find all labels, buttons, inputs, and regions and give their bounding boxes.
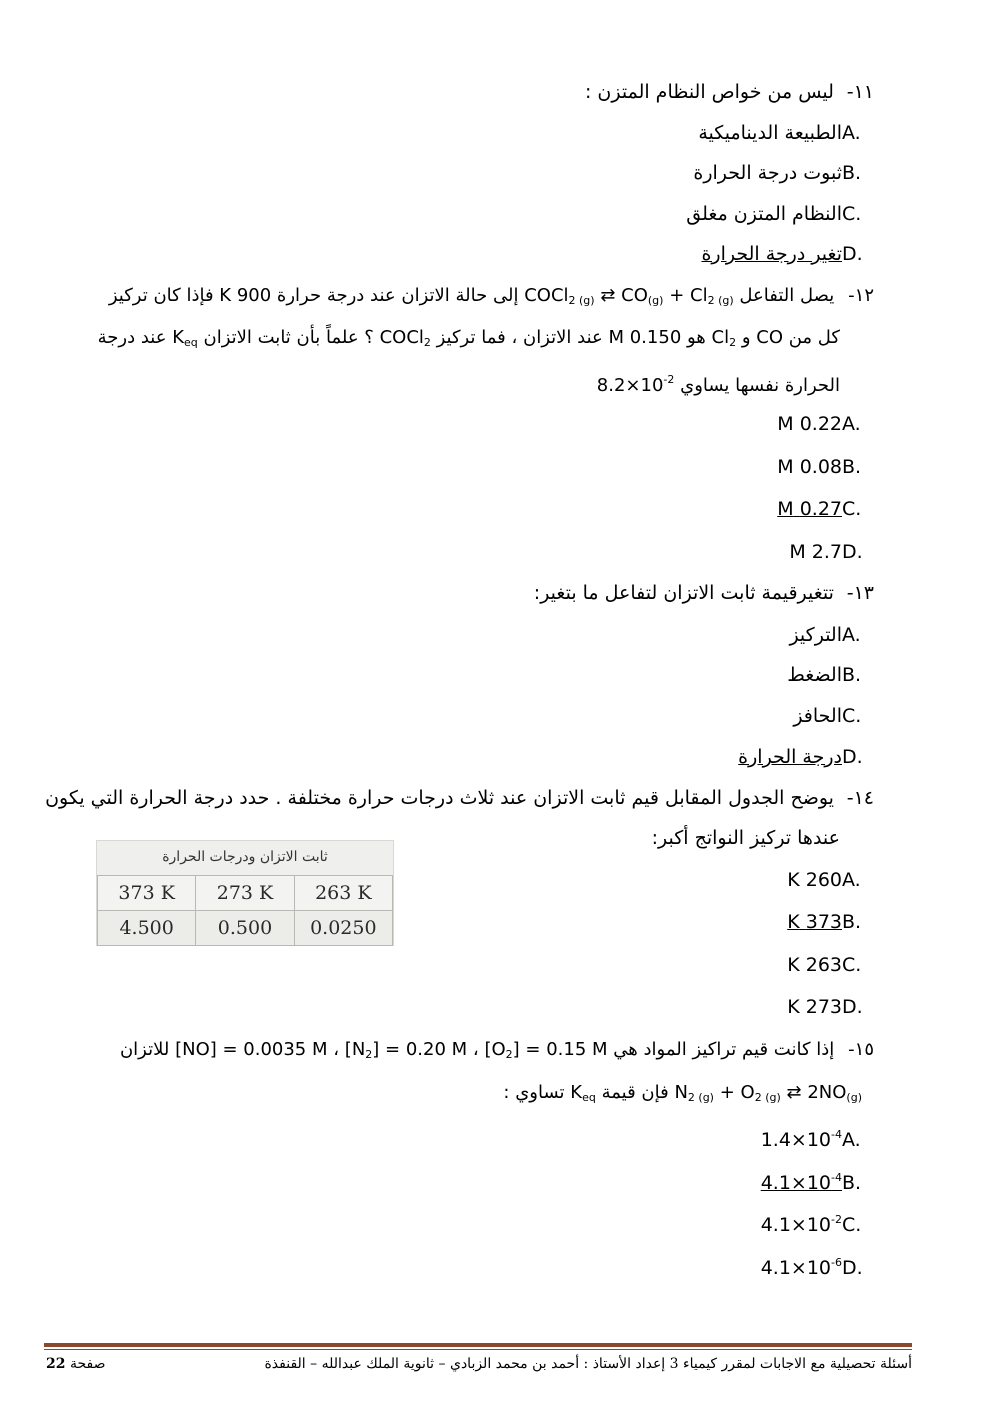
table-caption: ثابت الاتزان ودرجات الحرارة — [162, 849, 328, 865]
option-letter: A. — [842, 624, 861, 646]
formula-value: ] = 0.15 M — [512, 1039, 608, 1060]
plus: + — [669, 285, 685, 306]
concentration-o2 — [484, 1037, 607, 1068]
option-text-correct: 0.27 M — [777, 498, 842, 520]
option-13-a — [574, 622, 874, 648]
option-15-a — [574, 1122, 874, 1153]
formula: 2NO — [807, 1082, 847, 1103]
value-exp: -2 — [663, 373, 675, 386]
question-text: ليس من خواص النظام المتزن : — [584, 81, 834, 103]
formula-main: [O — [484, 1039, 506, 1060]
option-letter: A. — [842, 122, 861, 144]
equilibrium-constants-table — [96, 840, 394, 946]
option-letter: C. — [842, 1214, 862, 1236]
table-header-cell: 373 K — [98, 876, 196, 911]
option-text-correct: درجة الحرارة — [738, 746, 842, 768]
option-letter: B. — [842, 664, 862, 686]
option-text-correct: تغير درجة الحرارة — [701, 243, 842, 265]
option-13-b — [574, 662, 874, 688]
reaction-equation — [524, 283, 733, 314]
formula-sub: (g) — [647, 294, 664, 307]
value-exp: -4 — [831, 1128, 842, 1141]
option-13-d — [574, 744, 874, 770]
value-exp: -4 — [831, 1171, 842, 1184]
option-text — [761, 1207, 842, 1238]
option-14-a — [574, 867, 874, 893]
option-text: الحافز — [793, 705, 842, 727]
option-text: التركيز — [789, 624, 842, 646]
value-base: 4.1×10 — [760, 1257, 832, 1279]
option-text — [761, 1122, 842, 1153]
footer-rule-thick — [44, 1343, 912, 1347]
value-base: 4.1×10 — [760, 1172, 832, 1194]
formula-sub: 2 — [365, 1048, 373, 1061]
question-12-line-3 — [60, 367, 840, 399]
question-text: تساوي : — [503, 1082, 565, 1103]
formula — [570, 1080, 596, 1111]
value-base: 1.4×10 — [760, 1129, 832, 1151]
question-text: هو 0.150 M عند الاتزان ، فما تركيز — [436, 327, 706, 348]
option-letter: D. — [842, 746, 863, 768]
formula-sub: 2 (g) — [707, 294, 734, 307]
option-letter: D. — [842, 243, 863, 265]
formula-main: Cl — [711, 327, 730, 348]
question-text: إلى حالة الاتزان عند درجة حرارة 900 K فإذا كان تركيز — [108, 285, 519, 306]
question-text: ؟ علماً بأن ثابت الاتزان — [203, 327, 374, 348]
question-text: الحرارة نفسها يساوي — [680, 375, 840, 396]
option-letter: B. — [842, 162, 862, 184]
footer-text: أسئلة تحصيلية مع الاجابات لمقرر كيمياء 3 إعداد الأستاذ : أحمد بن محمد الزبادي – ثانوية الملك عبدالله – القنفذة — [264, 1356, 912, 1372]
option-12-a — [574, 411, 874, 437]
formula-sub: 2 — [423, 336, 431, 349]
option-11-c — [574, 201, 874, 227]
formula-main: K — [570, 1082, 583, 1103]
question-15-line-2 — [60, 1080, 862, 1111]
question-text: فإن قيمة — [601, 1082, 669, 1103]
option-text: 273 K — [787, 996, 842, 1018]
question-12 — [60, 283, 874, 314]
option-text-correct: 373 K — [787, 911, 842, 933]
concentration-no: [NO] = 0.0035 M — [175, 1039, 328, 1060]
option-letter: A. — [842, 869, 861, 891]
option-text: الطبيعة الديناميكية — [698, 122, 842, 144]
value-base: 8.2×10 — [596, 375, 664, 396]
option-text: النظام المتزن مغلق — [686, 203, 842, 225]
option-14-b — [574, 909, 874, 935]
formula — [712, 325, 737, 356]
question-text: يوضح الجدول المقابل قيم ثابت الاتزان عند ثلاث درجات حرارة مختلفة . حدد درجة الحرارة التي يكون — [45, 787, 834, 809]
question-text: يصل التفاعل — [739, 285, 835, 306]
page-label: صفحة — [69, 1356, 106, 1372]
option-letter: B. — [842, 1172, 862, 1194]
option-letter: A. — [842, 1129, 861, 1151]
option-text: 263 K — [787, 954, 842, 976]
value-exp: -2 — [831, 1213, 842, 1226]
page-number-value: 22 — [46, 1356, 66, 1372]
table-cell: 0.0250 — [294, 911, 392, 946]
formula: O — [740, 1082, 755, 1103]
option-15-b — [574, 1165, 874, 1196]
question-text: تتغيرقيمة ثابت الاتزان لتفاعل ما بتغير: — [533, 582, 834, 604]
question-text: عندها تركيز النواتج أكبر: — [651, 827, 840, 849]
option-text: 0.22 M — [777, 413, 842, 435]
formula: Cl — [690, 285, 708, 306]
option-13-c — [574, 703, 874, 729]
option-letter: B. — [842, 911, 862, 933]
value-exp: -6 — [831, 1256, 842, 1269]
option-text: 0.08 M — [777, 456, 842, 478]
option-11-d — [574, 241, 874, 267]
formula — [172, 325, 198, 356]
formula: N — [674, 1082, 688, 1103]
page-number — [46, 1356, 105, 1372]
question-14 — [45, 785, 874, 811]
formula — [380, 325, 431, 356]
question-number: ١١- — [846, 81, 874, 103]
option-12-d — [574, 539, 874, 565]
question-15 — [60, 1037, 874, 1068]
option-letter: A. — [842, 413, 861, 435]
formula-main: COCl — [379, 327, 424, 348]
plus: + — [719, 1082, 735, 1103]
option-11-b — [574, 160, 874, 186]
formula-sub: eq — [184, 336, 198, 349]
option-letter: C. — [842, 203, 862, 225]
option-letter: C. — [842, 954, 862, 976]
option-text: ثبوت درجة الحرارة — [693, 162, 842, 184]
option-14-c — [574, 952, 874, 978]
formula-main: K — [172, 327, 184, 348]
option-text: الضغط — [787, 664, 842, 686]
formula-sub: 2 (g) — [568, 294, 595, 307]
option-15-d — [574, 1250, 874, 1281]
question-text: للاتزان — [119, 1039, 170, 1060]
option-letter: C. — [842, 498, 862, 520]
separator: ، — [333, 1039, 340, 1060]
option-text — [761, 1250, 842, 1281]
formula-main: [N — [344, 1039, 366, 1060]
option-12-c — [574, 496, 874, 522]
option-letter: D. — [842, 1257, 863, 1279]
question-number: ١٣- — [846, 582, 874, 604]
equilibrium-arrow: ⇄ — [786, 1082, 802, 1103]
option-letter: D. — [842, 996, 863, 1018]
option-11-a — [574, 120, 874, 146]
question-text: إذا كانت قيم تراكيز المواد هي — [613, 1039, 835, 1060]
question-number: ١٤- — [846, 787, 874, 809]
formula-sub: (g) — [846, 1091, 862, 1104]
question-13 — [60, 580, 874, 606]
option-letter: C. — [842, 705, 862, 727]
separator: ، — [472, 1039, 479, 1060]
question-11 — [60, 79, 874, 105]
table-cell: 0.500 — [196, 911, 294, 946]
concentration-n2 — [345, 1037, 467, 1068]
formula-sub: 2 — [505, 1048, 513, 1061]
option-15-c — [574, 1207, 874, 1238]
question-text: كل من CO و — [741, 327, 840, 348]
question-number: ١٢- — [848, 285, 874, 306]
table-cell: 4.500 — [98, 911, 196, 946]
table-header-cell: 273 K — [196, 876, 294, 911]
option-14-d — [574, 994, 874, 1020]
formula-sub: eq — [582, 1091, 596, 1104]
option-letter: D. — [842, 541, 863, 563]
formula-value: ] = 0.20 M — [372, 1039, 468, 1060]
reaction-equation — [674, 1080, 862, 1111]
option-text: 2.7 M — [789, 541, 842, 563]
footer-rule-thin — [44, 1349, 912, 1350]
option-letter: B. — [842, 456, 862, 478]
formula-sub: 2 — [729, 336, 737, 349]
equilibrium-arrow: ⇄ — [600, 285, 616, 306]
formula: CO — [621, 285, 648, 306]
question-text: عند درجة — [97, 327, 167, 348]
option-text: 260 K — [787, 869, 842, 891]
question-number: ١٥- — [848, 1039, 874, 1060]
option-text-correct — [761, 1165, 842, 1196]
option-12-b — [574, 454, 874, 480]
value-base: 4.1×10 — [760, 1214, 832, 1236]
formula: COCl — [524, 285, 569, 306]
formula-sub: 2 (g) — [687, 1091, 714, 1104]
question-12-line-2 — [60, 325, 840, 356]
table-header-cell: 263 K — [294, 876, 392, 911]
formula-sub: 2 (g) — [754, 1091, 781, 1104]
value — [597, 367, 675, 399]
